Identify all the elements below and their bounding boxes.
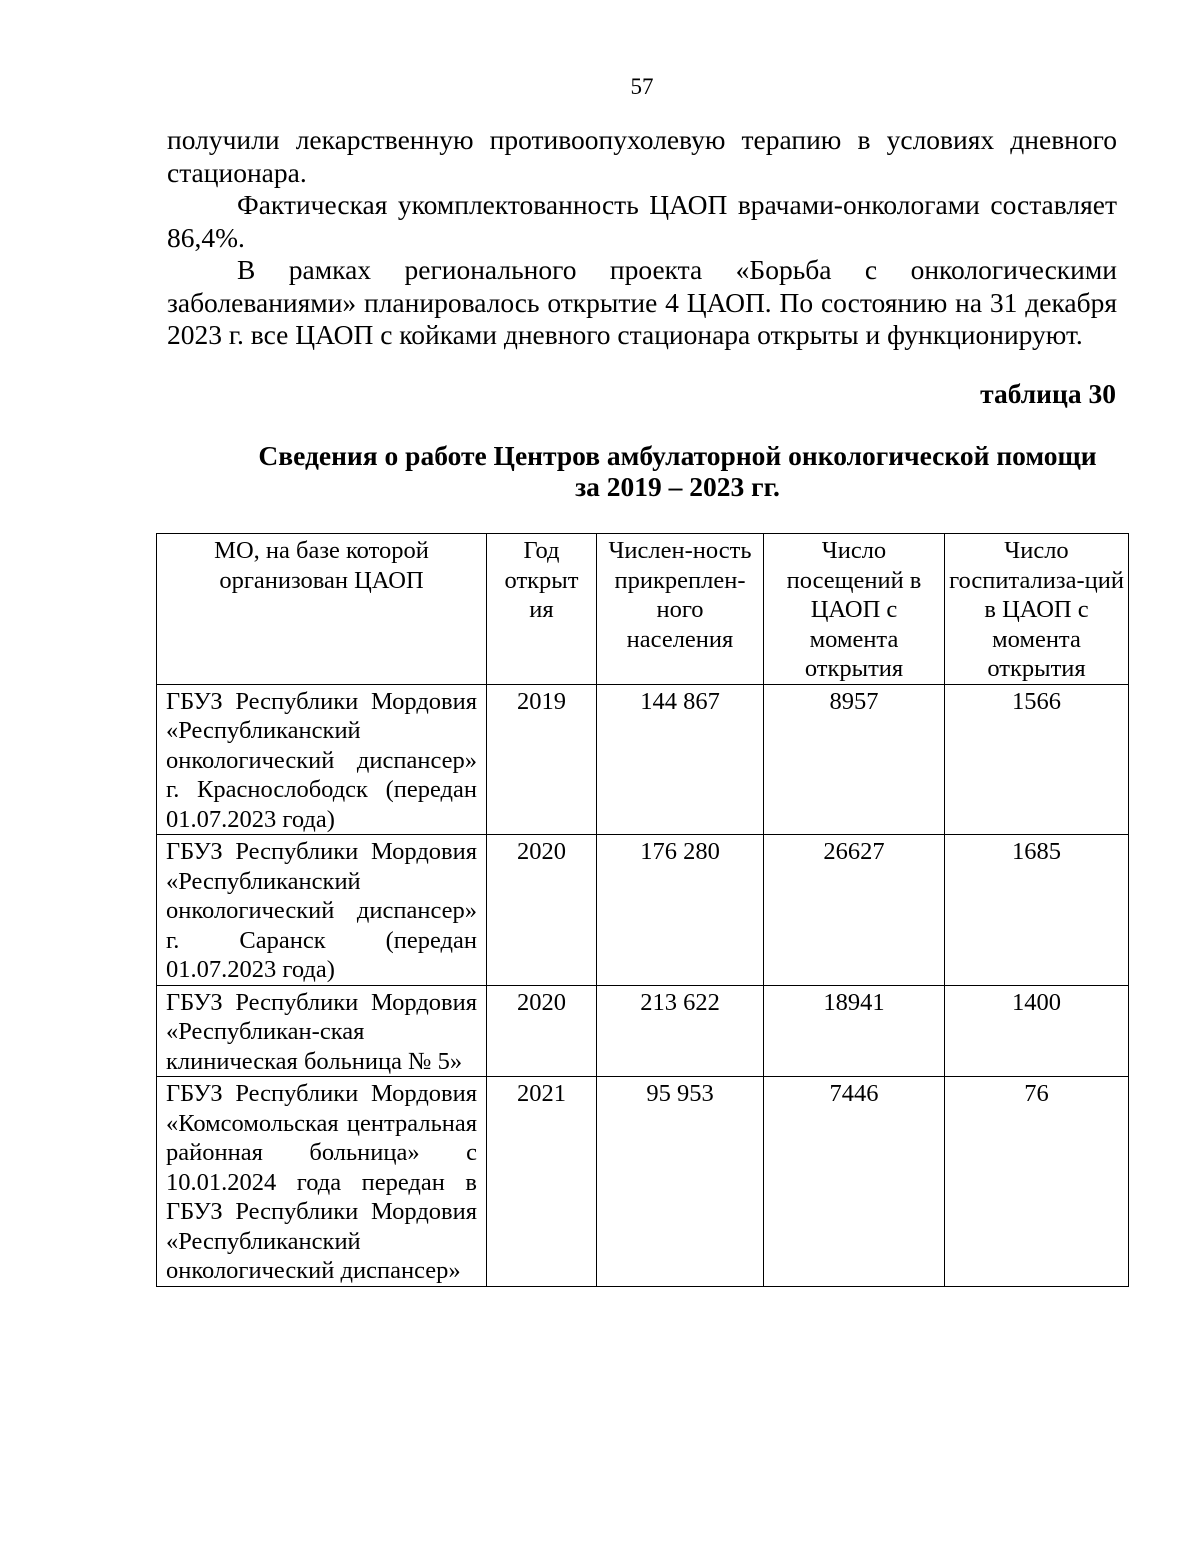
cell-hospitalizations: 76	[945, 1077, 1129, 1287]
cell-population: 213 622	[597, 985, 764, 1077]
header-year: Год открыт ия	[487, 534, 597, 685]
cell-visits: 18941	[764, 985, 945, 1077]
cell-population: 176 280	[597, 835, 764, 986]
cell-year: 2020	[487, 985, 597, 1077]
cell-year: 2021	[487, 1077, 597, 1287]
table-row	[157, 985, 1129, 1077]
paragraph-project: В рамках регионального проекта «Борьба с онкологическими заболеваниями» планировалось открытие 4 ЦАОП. По состоянию на 31 декабря 2023 г. все ЦАОП с койками дневного стационара открыты и функционируют.	[167, 254, 1117, 350]
cell-population: 144 867	[597, 684, 764, 835]
table-header-row	[157, 534, 1129, 685]
cell-visits: 8957	[764, 684, 945, 835]
cell-year: 2019	[487, 684, 597, 835]
table-row	[157, 684, 1129, 835]
cell-visits: 7446	[764, 1077, 945, 1287]
table-caption: Сведения о работе Центров амбулаторной онкологической помощи за 2019 – 2023 гг.	[258, 440, 1097, 502]
header-population: Числен-ность прикреплен-ного населения	[597, 534, 764, 685]
cell-year: 2020	[487, 835, 597, 986]
data-table	[156, 533, 1129, 1287]
cell-population: 95 953	[597, 1077, 764, 1287]
cell-organization: ГБУЗ Республики Мордовия «Комсомольская центральная районная больница» с 10.01.2024 года передан в ГБУЗ Республики Мордовия «Республиканский онкологический диспансер»	[157, 1077, 487, 1287]
cell-organization: ГБУЗ Республики Мордовия «Республиканский онкологический диспансер» г. Саранск (передан 01.07.2023 года)	[157, 835, 487, 986]
header-visits: Число посещений в ЦАОП с момента открытия	[764, 534, 945, 685]
table-label: таблица 30	[980, 378, 1116, 409]
header-hospitalizations: Число госпитализа-ций в ЦАОП с момента открытия	[945, 534, 1129, 685]
cell-hospitalizations: 1685	[945, 835, 1129, 986]
cell-organization: ГБУЗ Республики Мордовия «Республиканский онкологический диспансер» г. Краснослободск (передан 01.07.2023 года)	[157, 684, 487, 835]
cell-organization: ГБУЗ Республики Мордовия «Республикан-ская клиническая больница № 5»	[157, 985, 487, 1077]
page-number: 57	[630, 74, 654, 99]
cell-hospitalizations: 1566	[945, 684, 1129, 835]
table-row	[157, 1077, 1129, 1287]
cell-hospitalizations: 1400	[945, 985, 1129, 1077]
header-organization: МО, на базе которой организован ЦАОП	[157, 534, 487, 685]
cell-visits: 26627	[764, 835, 945, 986]
body-text	[167, 124, 1117, 352]
table-row	[157, 835, 1129, 986]
paragraph-continuation: получили лекарственную противоопухолевую терапию в условиях дневного стационара.	[167, 124, 1117, 188]
paragraph-staffing: Фактическая укомплектованность ЦАОП врачами-онкологами составляет 86,4%.	[167, 189, 1117, 253]
